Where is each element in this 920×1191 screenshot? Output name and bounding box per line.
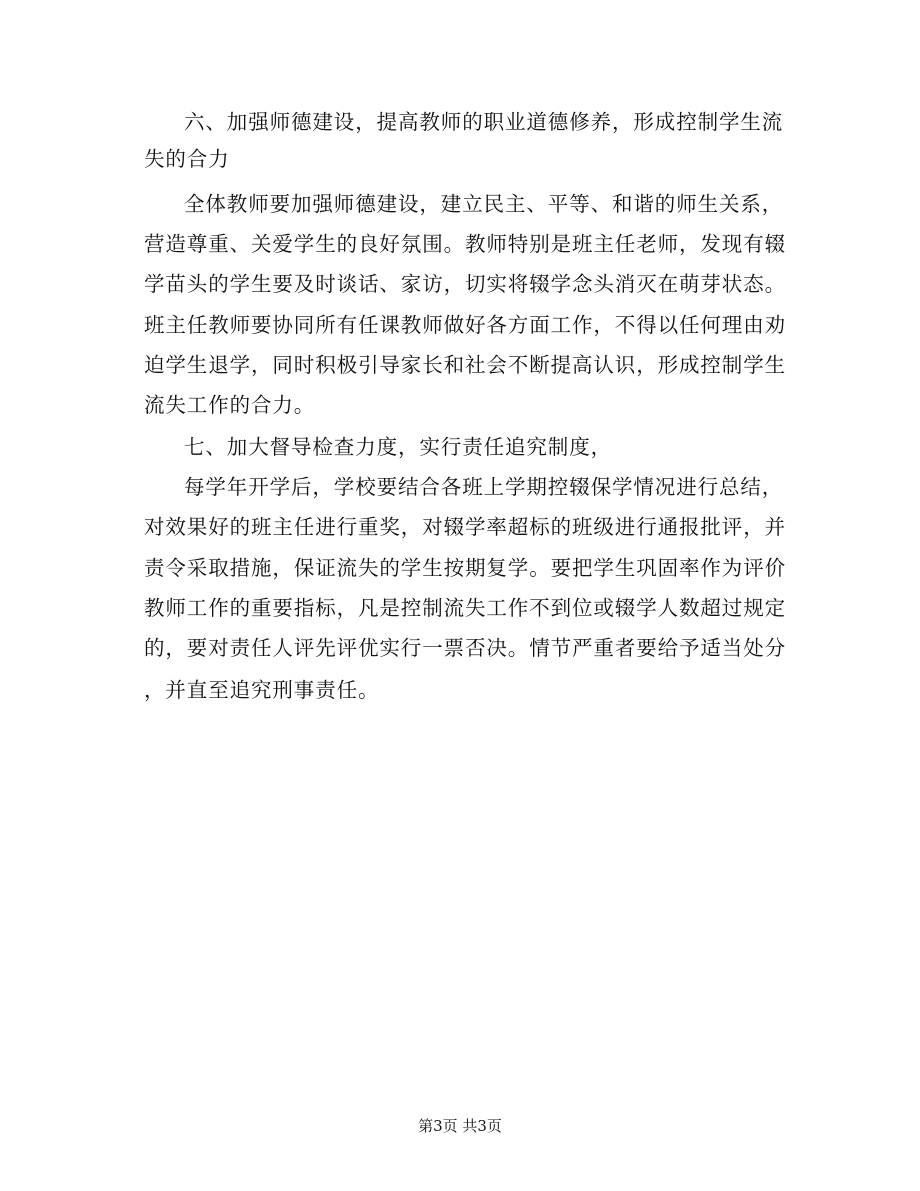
paragraph-line: 学苗头的学生要及时谈话、家访，切实将辍学念头消灭在萌芽状态。 [144,272,786,296]
paragraph-line: 全体教师要加强师德建设，建立民主、平等、和谐的师生关系， [184,192,784,216]
paragraph-line: ，并直至追究刑事责任。 [144,678,380,702]
paragraph-line: 班主任教师要协同所有任课教师做好各方面工作，不得以任何理由劝 [144,313,786,337]
page-number-footer: 第3页 共3页 [418,1117,502,1135]
paragraph-line: 流失工作的合力。 [144,393,316,417]
paragraph-line: 每学年开学后，学校要结合各班上学期控辍保学情况进行总结， [184,475,784,499]
paragraph-line: 对效果好的班主任进行重奖，对辍学率超标的班级进行通报批评，并 [144,515,786,539]
section-seven-heading: 七、加大督导检查力度，实行责任追究制度， [184,435,612,459]
paragraph-line: 责令采取措施，保证流失的学生按期复学。要把学生巩固率作为评价 [144,556,786,580]
paragraph-line: 营造尊重、关爱学生的良好氛围。教师特别是班主任老师，发现有辍 [144,232,786,256]
section-six-heading-line-2: 失的合力 [144,147,230,171]
paragraph-line: 迫学生退学，同时积极引导家长和社会不断提高认识，形成控制学生 [144,353,786,377]
section-six-heading-line-1: 六、加强师德建设，提高教师的职业道德修养，形成控制学生流 [184,110,784,134]
paragraph-line: 教师工作的重要指标，凡是控制流失工作不到位或辍学人数超过规定 [144,596,786,620]
paragraph-line: 的，要对责任人评先评优实行一票否决。情节严重者要给予适当处分 [144,636,786,660]
